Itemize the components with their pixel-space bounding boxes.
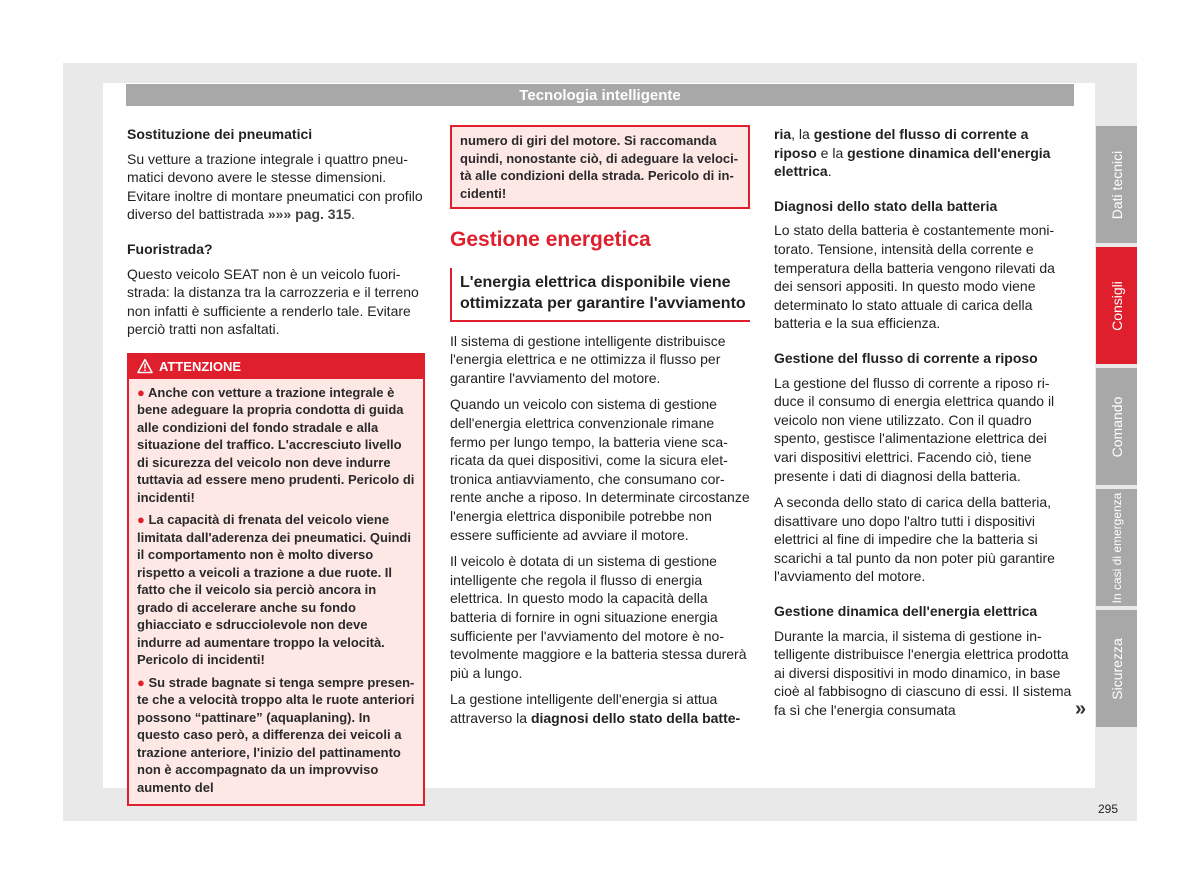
section-title-energy-management: Gestione energetica xyxy=(450,228,651,251)
column-middle xyxy=(450,125,750,735)
tab-consigli[interactable]: Consigli xyxy=(1096,247,1137,364)
tab-comando[interactable]: Comando xyxy=(1096,368,1137,485)
warning-box xyxy=(127,353,425,807)
heading-dynamic-energy: Gestione dinamica dell'energia elettrica xyxy=(774,603,1038,620)
paragraph: Quando un veicolo con sistema di gestione dell'energia elettrica convenzionale rimane fermo per lungo tempo, la batteria viene scaricata da quei dispositivi, come la sicura elettronica antiavviamento, che consumano corrente anche a riposo. In determinate circostanze l'energia elettrica disponibile potrebbe non essere sufficiente ad avviare il motore. xyxy=(450,396,750,543)
column-right xyxy=(774,125,1072,728)
bullet-icon: ● xyxy=(137,384,145,400)
continue-arrow-icon: » xyxy=(1075,698,1087,720)
heading-tyre-replacement: Sostituzione dei pneumatici xyxy=(127,126,313,142)
warning-item: ● Anche con vetture a trazione integrale è bene adeguare la propria condotta di guida alle condizioni del fondo stradale e alla situazione del traffico. L'accresciuto livello di sicurezza del veicolo non deve indurre tuttavia ad essere meno prudenti. Pericolo di incidenti! xyxy=(137,384,415,505)
heading-rest-current: Gestione del flusso di corrente a riposo xyxy=(774,349,1038,366)
chapter-header: Tecnologia intelligente xyxy=(126,84,1074,106)
tab-dati-tecnici[interactable]: Dati tecnici xyxy=(1096,126,1137,243)
column-left xyxy=(127,125,425,806)
tab-emergenza[interactable]: In casi di emergenza xyxy=(1096,489,1137,606)
paragraph: La gestione intelligente dell'energia si attua attraverso la diagnosi dello stato della batte- xyxy=(450,691,741,726)
bullet-icon: ● xyxy=(137,512,145,528)
subsection-title: L'energia elettrica disponibile viene ottimizzata per garantire l'avviamento xyxy=(450,268,750,322)
paragraph-offroad: Questo veicolo SEAT non è un veicolo fuoristrada: la distanza tra la carrozzeria e il terreno non infatti è sufficiente a renderlo tale. Evitare perciò tratti non asfaltati. xyxy=(127,265,419,338)
bullet-icon: ● xyxy=(137,674,145,690)
paragraph-tyre-replacement: Su vetture a trazione integrale i quattro pneumatici devono avere le stesse dimensioni. Evitare inoltre di montare pneumatici con profilo diverso del battistrada »»» pag. 315. xyxy=(127,150,423,223)
paragraph: Lo stato della batteria è costantemente monitorato. Tensione, intensità della corrente e temperatura della batteria vengono rilevati da dei sensori appositi. In questo modo viene determinato lo stato attuale di carica della batteria e la sua efficienza. xyxy=(774,222,1055,332)
reference-arrows-icon: »»» xyxy=(267,206,292,223)
paragraph: Il sistema di gestione intelligente distribuisce l'energia elettrica e ne ottimizza il flusso per garantire l'avviamento del motore. xyxy=(450,332,726,386)
warning-item: ● Su strade bagnate si tenga sempre presente che a velocità troppo alta le ruote anteriori possono “pattinare” (aquaplaning). In questo caso però, a differenza dei veicoli a trazione anteriore, l'inizio del pattinamento non è accompagnato da un improvviso aumento del xyxy=(137,674,415,795)
paragraph: A seconda dello stato di carica della batteria, disattivare uno dopo l'altro tutti i dispositivi elettrici al fine di impedire che la batteria si scarichi a tal punto da non poter più garantire l'avviamento del motore. xyxy=(774,494,1055,585)
warning-body xyxy=(129,379,423,805)
heading-battery-diagnosis: Diagnosi dello stato della batteria xyxy=(774,197,998,214)
page-reference-link[interactable]: »»» pag. 315 xyxy=(267,206,352,223)
warning-triangle-icon xyxy=(137,358,153,374)
warning-item: ● La capacità di frenata del veicolo viene limitata dall'aderenza dei pneumatici. Quindi il comportamento non è molto diverso rispetto a veicoli a trazione a due ruote. Il fatto che il veicolo sia perciò ancora in grado di accelerare anche su fondo ghiacciato e sdrucciolevole non deve indurre ad aumentare troppo la velocità. Pericolo di incidenti! xyxy=(137,512,411,668)
warning-continuation: numero di giri del motore. Si raccomanda quindi, nonostante ciò, di adeguare la velocità alle condizioni della strada. Pericolo di incidenti! xyxy=(450,125,750,209)
page-number: 295 xyxy=(1098,802,1119,816)
tab-sicurezza[interactable]: Sicurezza xyxy=(1096,610,1137,727)
paragraph-intro: ria, la gestione del flusso di corrente a riposo e la gestione dinamica dell'energia elettrica. xyxy=(774,126,1051,180)
paragraph: La gestione del flusso di corrente a riposo riduce il consumo di energia elettrica quando il veicolo non viene utilizzato. Con il quadro spento, gestisce l'alimentazione elettrica dei vari dispositivi elettrici. Facendo ciò, tiene presente i dati di diagnosi della batteria. xyxy=(774,374,1055,484)
paragraph: Il veicolo è dotata di un sistema di gestione intelligente che regola il flusso di energia elettrica. In questo modo la capacità della batteria di fornire in ogni situazione energia sufficiente per l'avviamento del motore è notevolmente maggiore e la batteria stessa durerà più a lungo. xyxy=(450,553,747,681)
warning-header: ATTENZIONE xyxy=(129,355,423,379)
paragraph: Durante la marcia, il sistema di gestione intelligente distribuisce l'energia elettrica prodotta ai diversi dispositivi in modo dinamico, in base cioè al fabbisogno di ciascuno di essi. Il sistema fa sì che l'energia consumata xyxy=(774,627,1072,719)
heading-offroad: Fuoristrada? xyxy=(127,240,213,257)
